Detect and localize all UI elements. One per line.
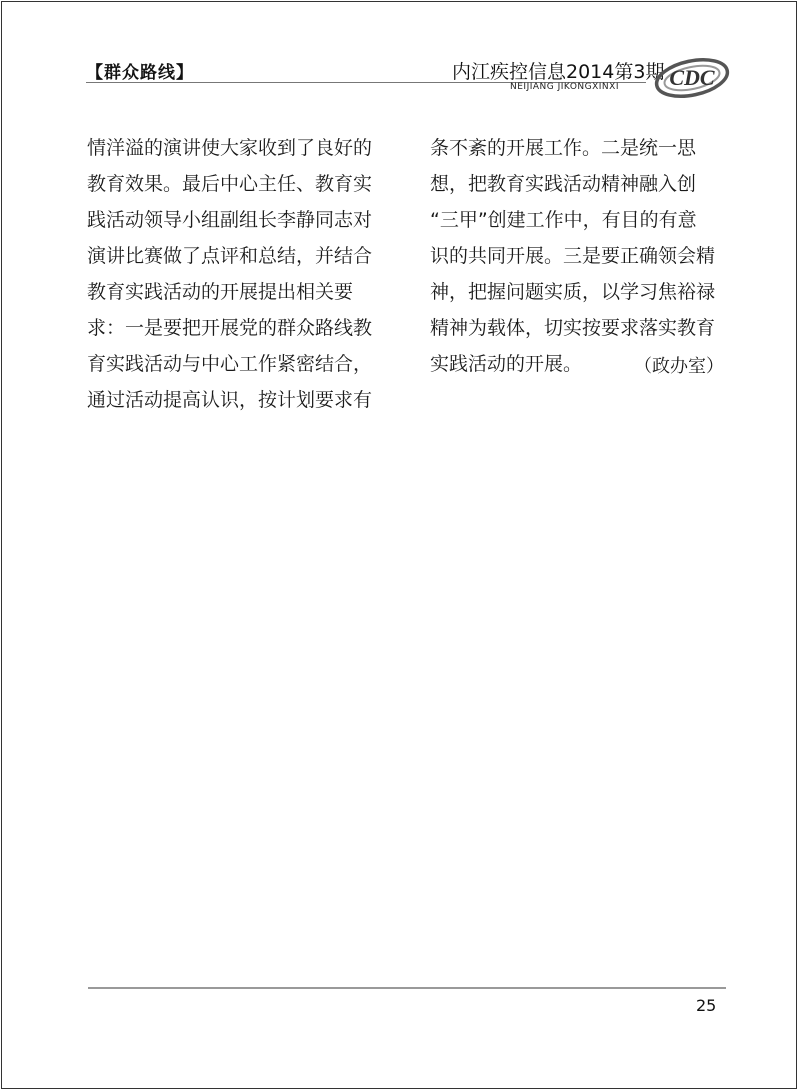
right-column (430, 130, 730, 382)
text-line: 想，把教育实践活动精神融入创 (430, 173, 697, 195)
publication-title: 内江疾控信息2014第3期 (452, 61, 665, 83)
text-line: 实践活动的开展。 (430, 353, 583, 375)
text-line: 教育效果。最后中心主任、教育实 (87, 173, 373, 195)
text-line: 精神为载体，切实按要求落实教育 (430, 317, 716, 339)
text-line: 通过活动提高认识，按计划要求有 (87, 389, 373, 411)
section-label: 【群众路线】 (86, 63, 194, 83)
text-line: 育实践活动与中心工作紧密结合， (87, 353, 373, 375)
footer-rule (88, 987, 726, 989)
text-line: 识的共同开展。三是要正确领会精 (430, 245, 716, 267)
publication-pinyin: NEIJIANG JIKONGXINXI (510, 82, 619, 92)
text-line: 践活动领导小组副组长李静同志对 (87, 209, 373, 231)
svg-text:CDC: CDC (669, 65, 715, 90)
author-signature: （政办室） (634, 356, 724, 377)
cdc-logo-icon (652, 48, 732, 106)
left-column (87, 130, 387, 418)
text-line: 条不紊的开展工作。二是统一思 (430, 137, 697, 159)
text-line: 演讲比赛做了点评和总结，并结合 (87, 245, 373, 267)
text-line: 神，把握问题实质，以学习焦裕禄 (430, 281, 716, 303)
text-line: “三甲”创建工作中，有目的有意 (430, 209, 697, 231)
cdc-logo (652, 48, 732, 106)
page-number: 25 (696, 996, 717, 1015)
text-line: 求：一是要把开展党的群众路线教 (87, 317, 373, 339)
text-line: 教育实践活动的开展提出相关要 (87, 281, 354, 303)
text-line: 情洋溢的演讲使大家收到了良好的 (87, 137, 373, 159)
